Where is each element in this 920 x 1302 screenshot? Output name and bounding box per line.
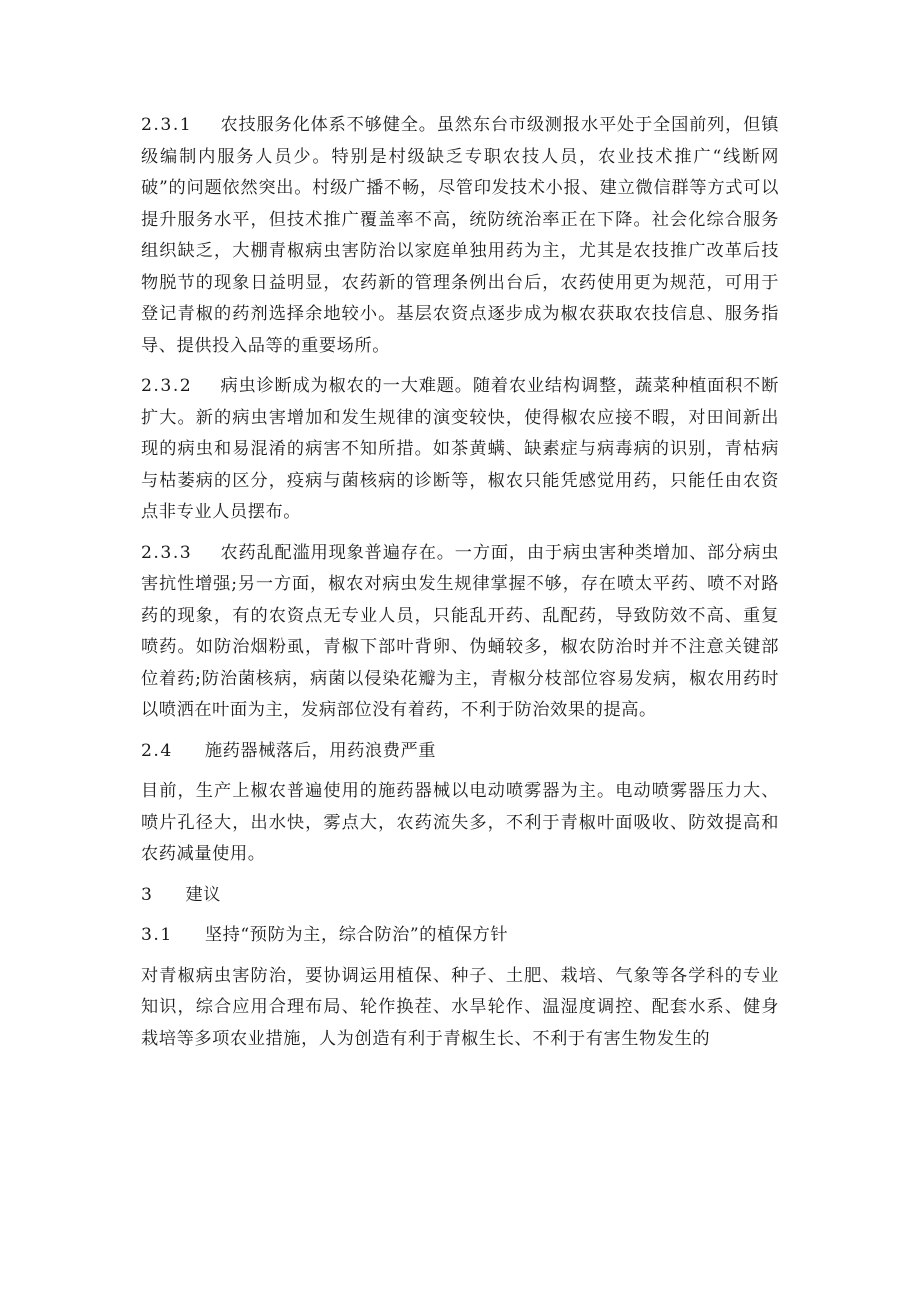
document-page (141, 110, 779, 1064)
section-2-3-2 (141, 371, 779, 529)
section-number: 2.3.3 (141, 542, 193, 563)
section-3-heading (141, 880, 779, 912)
section-3-1-body (141, 961, 779, 1056)
section-number: 3.1 (141, 925, 173, 945)
section-heading-text: 坚持“预防为主，综合防治”的植保方针 (204, 925, 509, 945)
paragraph-text: 目前，生产上椒农普遍使用的施药器械以电动喷雾器为主。电动喷雾器压力大、喷片孔径大，出水快，雾点大，农药流失多，不利于青椒叶面吸收、防效提高和农药减量使用。 (141, 781, 779, 864)
section-heading-text: 建议 (185, 884, 222, 905)
section-number: 3 (141, 884, 154, 905)
section-text: 病虫诊断成为椒农的一大难题。随着农业结构调整，蔬菜种植面积不断扩大。新的病虫害增加和发生规律的演变较快，使得椒农应接不暇，对田间新出现的病虫和易混淆的病害不知所措。如茶黄螨、缺素症与病毒病的识别，青枯病与枯萎病的区分，疫病与菌核病的诊断等，椒农只能凭感觉用药，只能任由农资点非专业人员摆布。 (141, 376, 779, 522)
section-heading-text: 施药器械落后，用药浪费严重 (204, 740, 437, 761)
paragraph-text: 对青椒病虫害防治，要协调运用植保、种子、土肥、栽培、气象等各学科的专业知识，综合应用合理布局、轮作换茬、水旱轮作、温湿度调控、配套水系、健身栽培等多项农业措施，人为创造有利于青椒生长、不利于有害生物发生的 (141, 965, 779, 1049)
section-text: 农技服务化体系不够健全。虽然东台市级测报水平处于全国前列，但镇级编制内服务人员少。特别是村级缺乏专职农技人员，农业技术推广“线断网破”的问题依然突出。村级广播不畅，尽管印发技术小报、建立微信群等方式可以提升服务水平，但技术推广覆盖率不高，统防统治率正在下降。社会化综合服务组织缺乏，大棚青椒病虫害防治以家庭单独用药为主，尤其是农技推广改革后技物脱节的现象日益明显，农药新的管理条例出台后，农药使用更为规范，可用于登记青椒的药剂选择余地较小。基层农资点逐步成为椒农获取农技信息、服务指导、提供投入品等的重要场所。 (141, 115, 779, 356)
section-number: 2.4 (141, 740, 173, 761)
section-number: 2.3.2 (141, 376, 193, 396)
section-2-4-body (141, 776, 779, 871)
section-3-1-heading (141, 920, 779, 952)
section-2-4-heading (141, 736, 779, 768)
section-number: 2.3.1 (141, 115, 193, 135)
section-text: 农药乱配滥用现象普遍存在。一方面，由于病虫害种类增加、部分病虫害抗性增强;另一方面，椒农对病虫发生规律掌握不够，存在喷太平药、喷不对路药的现象，有的农资点无专业人员，只能乱开药、乱配药，导致防效不高、重复喷药。如防治烟粉虱，青椒下部叶背卵、伪蛹较多，椒农防治时并不注意关键部位着药;防治菌核病，病菌以侵染花瓣为主，青椒分枝部位容易发病，椒农用药时以喷洒在叶面为主，发病部位没有着药，不利于防治效果的提高。 (141, 542, 779, 720)
section-2-3-3 (141, 538, 779, 727)
section-2-3-1 (141, 110, 779, 362)
